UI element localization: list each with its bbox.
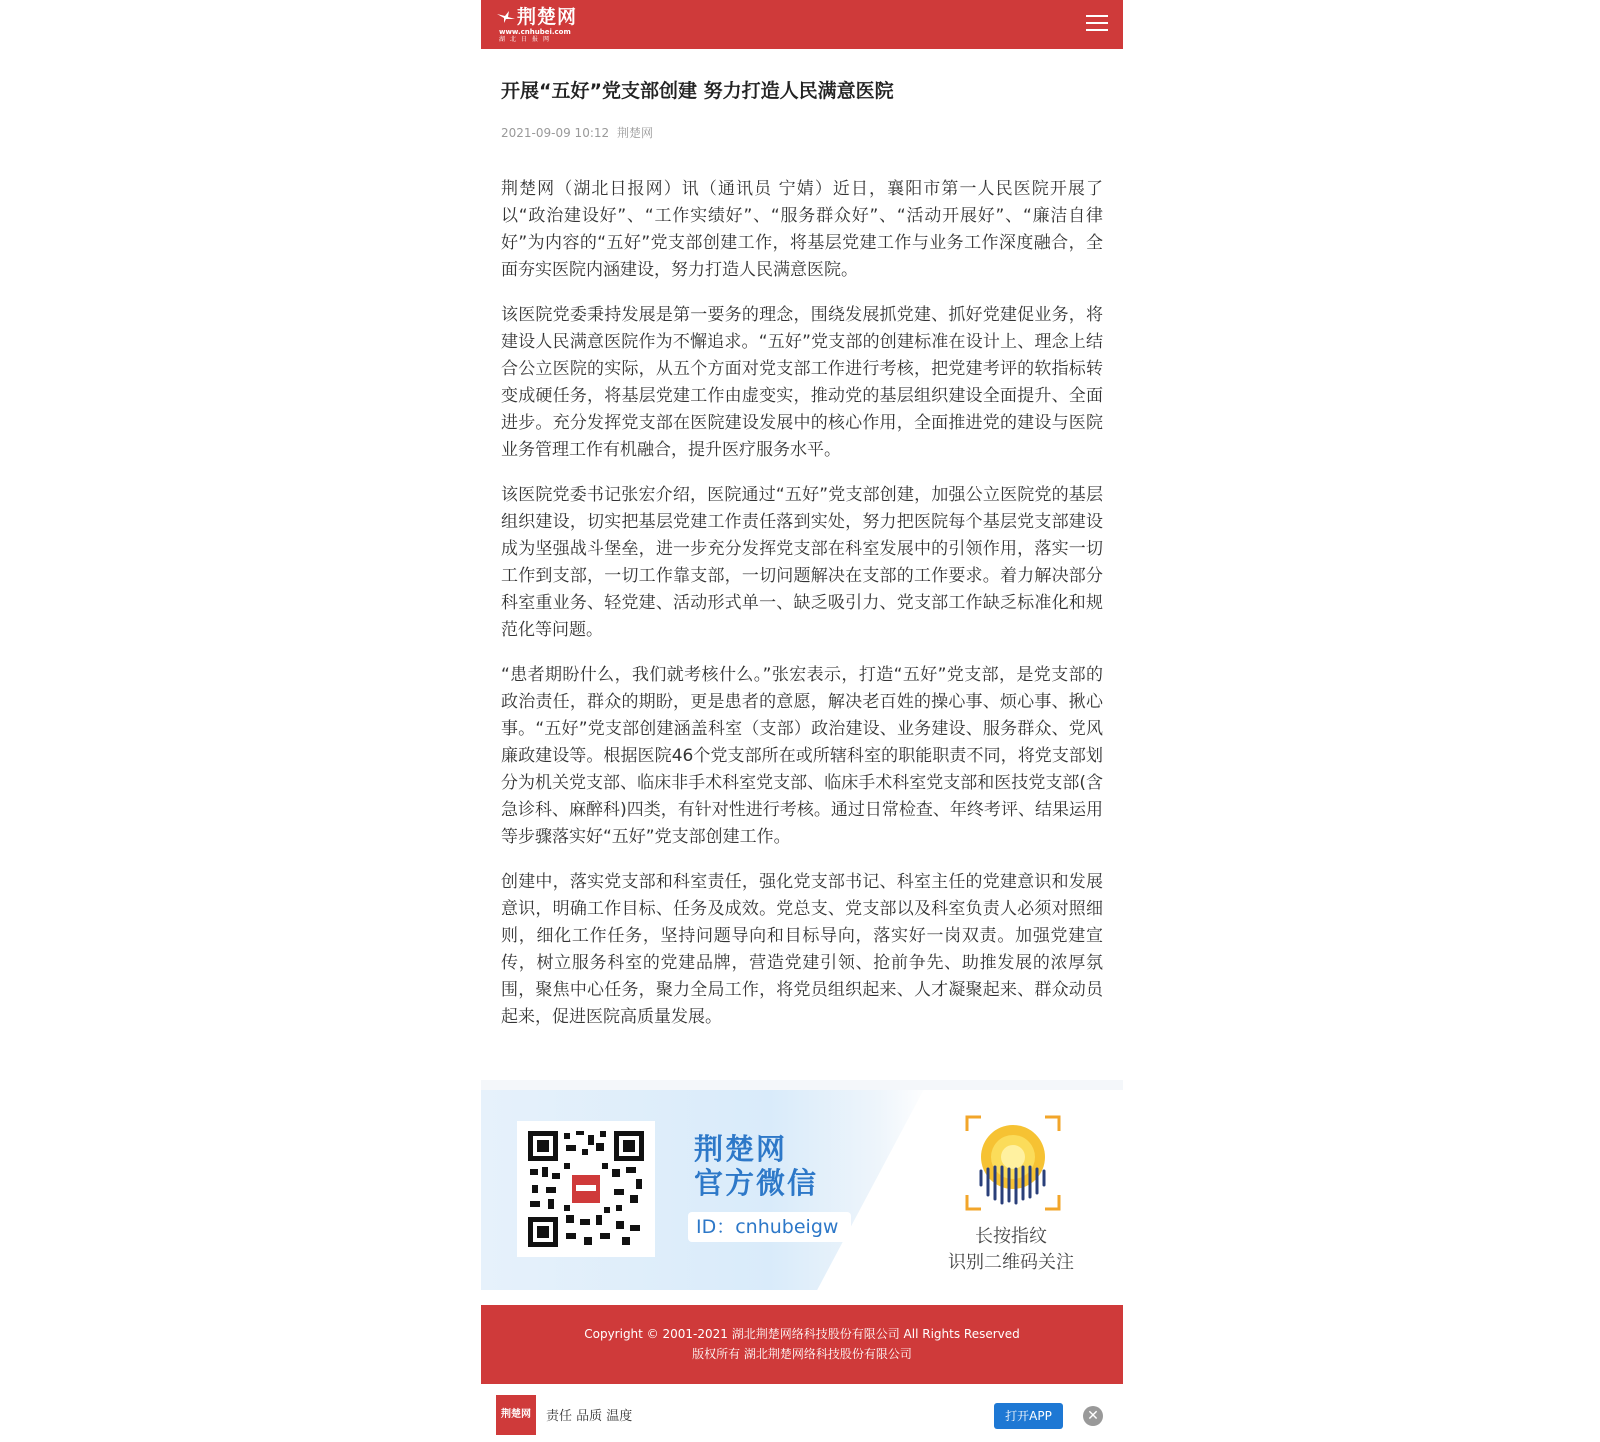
article-paragraph: 该医院党委秉持发展是第一要务的理念，围绕发展抓党建、抓好党建促业务，将建设人民满意医院作为不懈追求。“五好”党支部的创建标准在设计上、理念上结合公立医院的实际，从五个方面对党支部工作进行考核，把党建考评的软指标转变成硬任务，将基层党建工作由虚变实，推动党的基层组织建设全面提升、全面进步。充分发挥党支部在医院建设发展中的核心作用，全面推进党的建设与医院业务管理工作有机融合，提升医疗服务水平。 — [501, 305, 1103, 460]
article-meta — [501, 125, 1103, 141]
promo-hint-line: 识别二维码关注 — [948, 1252, 1074, 1273]
promo-hint-line: 长按指纹 — [975, 1226, 1047, 1247]
article — [481, 77, 1123, 1031]
app-download-bar — [481, 1384, 1123, 1439]
promo-title-line: 官方微信 — [694, 1166, 819, 1200]
app-slogan: 责任 品质 温度 — [546, 1409, 633, 1424]
mobile-page — [481, 0, 1123, 1439]
article-source: 荆楚网 — [616, 126, 653, 140]
article-paragraph: 荆楚网（湖北日报网）讯（通讯员 宁婧）近日，襄阳市第一人民医院开展了以“政治建设好”、“工作实绩好”、“服务群众好”、“活动开展好”、“廉洁自律好”为内容的“五好”党支部创建工作，将基层党建工作与业务工作深度融合，全面夯实医院内涵建设，努力打造人民满意医院。 — [501, 179, 1103, 280]
article-paragraph: 创建中，落实党支部和科室责任，强化党支部书记、科室主任的党建意识和发展意识，明确工作目标、任务及成效。党总支、党支部以及科室负责人必须对照细则，细化工作任务，坚持问题导向和目标导向，落实好一岗双责。加强党建宣传，树立服务科室的党建品牌，营造党建引领、抢前争先、助推发展的浓厚氛围，聚焦中心任务，聚力全局工作，将党员组织起来、人才凝聚起来、群众动员起来，促进医院高质量发展。 — [501, 872, 1103, 1027]
article-title: 开展“五好”党支部创建 努力打造人民满意医院 — [501, 80, 894, 102]
site-logo[interactable] — [497, 6, 577, 43]
qr-code-icon — [526, 1129, 646, 1249]
article-date: 2021-09-09 10:12 — [501, 126, 610, 140]
footer-copyright: Copyright © 2001-2021 湖北荆楚网络科技股份有限公司 All Rights Reserved — [584, 1327, 1020, 1341]
site-footer — [481, 1305, 1123, 1384]
promo-title — [694, 1132, 818, 1200]
article-paragraph: “患者期盼什么，我们就考核什么。”张宏表示，打造“五好”党支部，是党支部的政治责任，群众的期盼，更是患者的意愿，解决老百姓的操心事、烦心事、揪心事。“五好”党支部创建涵盖科室（支部）政治建设、业务建设、服务群众、党风廉政建设等。根据医院46个党支部所在或所辖科室的职能职责不同，将党支部划分为机关党支部、临床非手术科室党支部、临床手术科室党支部和医技党支部(含急诊科、麻醉科)四类，有针对性进行考核。通过日常检查、年终考评、结果运用等步骤落实好“五好”党支部创建工作。 — [501, 665, 1103, 847]
logo-url: www.cnhubei.com — [499, 28, 571, 36]
promo-title-line: 荆楚网 — [694, 1132, 788, 1166]
close-icon[interactable]: ✕ — [1083, 1406, 1103, 1426]
open-app-button[interactable]: 打开APP — [994, 1403, 1063, 1429]
logo-text: 荆楚网 — [517, 6, 578, 28]
logo-subtitle: 湖北日报网 — [499, 36, 555, 43]
app-logo: 荆楚网 — [496, 1395, 536, 1435]
site-header — [481, 0, 1123, 49]
wechat-promo-banner — [481, 1080, 1123, 1290]
footer-rights: 版权所有 湖北荆楚网络科技股份有限公司 — [692, 1347, 912, 1361]
wechat-id: ID：cnhubeigw — [688, 1212, 851, 1242]
article-body — [501, 176, 1103, 1031]
logo-bird-icon — [497, 11, 515, 23]
article-paragraph: 该医院党委书记张宏介绍，医院通过“五好”党支部创建，加强公立医院党的基层组织建设，切实把基层党建工作责任落到实处，努力把医院每个基层党支部建设成为坚强战斗堡垒，进一步充分发挥党支部在科室发展中的引领作用，落实一切工作到支部，一切工作靠支部，一切问题解决在支部的工作要求。着力解决部分科室重业务、轻党建、活动形式单一、缺乏吸引力、党支部工作缺乏标准化和规范化等问题。 — [501, 485, 1103, 640]
fingerprint-icon — [963, 1113, 1063, 1213]
qr-code[interactable] — [517, 1121, 655, 1257]
promo-hint — [921, 1224, 1101, 1276]
menu-icon[interactable] — [1086, 15, 1108, 33]
